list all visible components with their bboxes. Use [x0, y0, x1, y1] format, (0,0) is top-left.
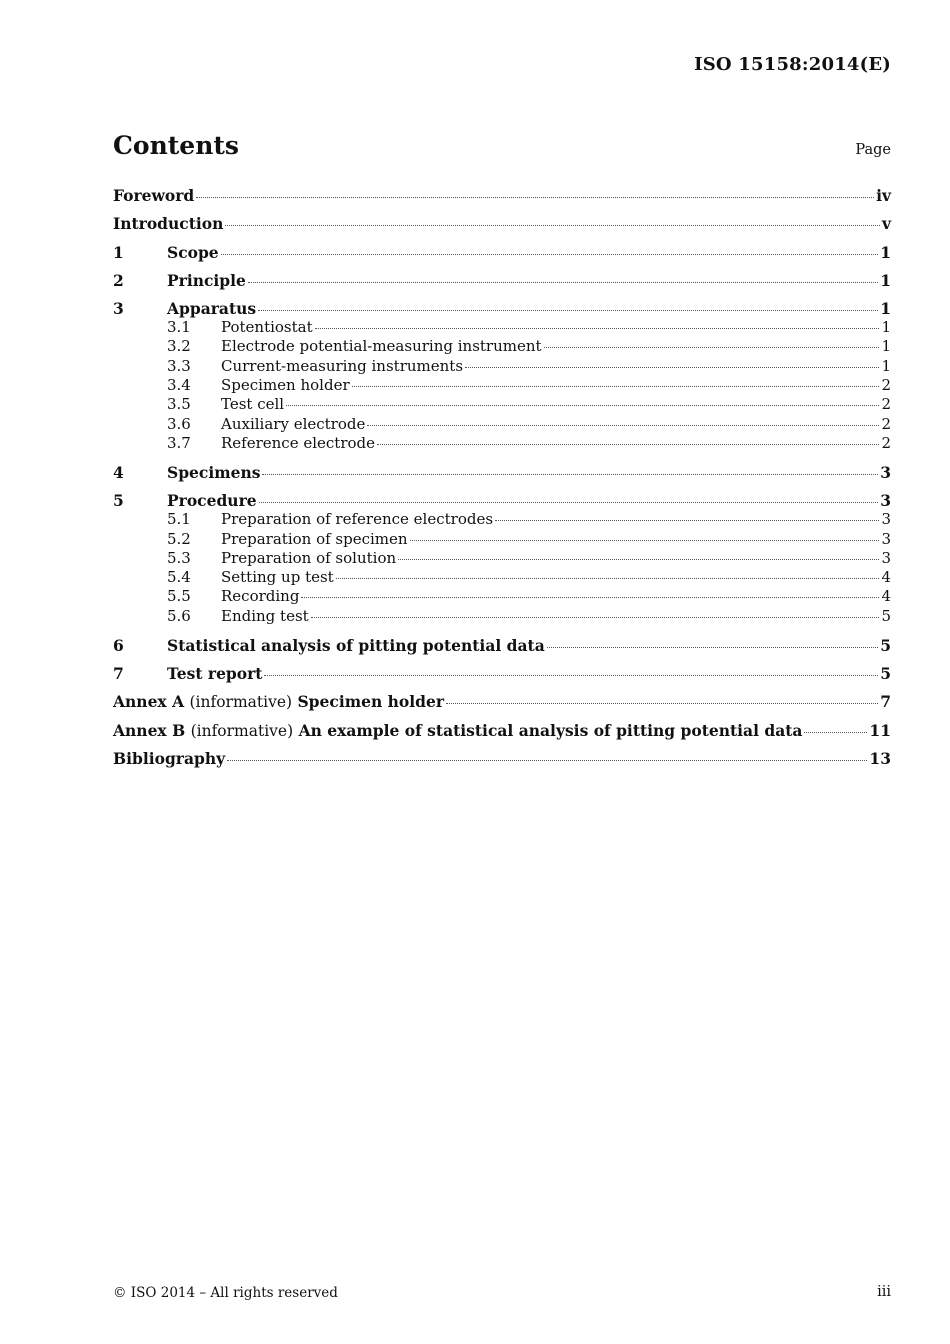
toc-entry-page: 5 [880, 635, 891, 655]
dot-leader [547, 647, 878, 648]
dot-leader [221, 254, 879, 255]
toc-entry-title: Scope [167, 242, 219, 262]
toc-entry-title: Specimen holder [221, 376, 350, 395]
toc-entry-number: 3.4 [167, 376, 191, 395]
toc-entry-page: v [881, 214, 891, 234]
dot-leader [804, 732, 867, 733]
toc-entry-number: 3.1 [167, 318, 191, 337]
toc-entry-page: 1 [880, 242, 891, 262]
toc-entry-number: 5.6 [167, 606, 191, 625]
toc-entry-page: 1 [880, 299, 891, 319]
toc-entry-number: 7 [113, 664, 124, 684]
toc-entry-number: 2 [113, 270, 124, 290]
toc-entry-page: 4 [881, 587, 891, 606]
toc-entry-annex-b[interactable] [113, 720, 891, 748]
toc-entry-title: Preparation of solution [221, 548, 397, 567]
dot-leader [259, 502, 879, 503]
toc-entry-page: 2 [881, 433, 891, 452]
dot-leader [544, 347, 880, 348]
dot-leader [465, 367, 879, 368]
toc-entry-prep-solution[interactable] [113, 549, 891, 568]
toc-entry-number: 5.4 [167, 568, 191, 587]
toc-entry-number: 5.3 [167, 548, 191, 567]
toc-entry-title: Recording [221, 587, 300, 606]
dot-leader [227, 760, 867, 761]
toc-entry-title: Statistical analysis of pitting potential data [167, 635, 545, 655]
toc-entry-page: 3 [880, 462, 891, 482]
toc-entry-title: Preparation of reference electrodes [221, 510, 494, 529]
toc-entry-title: Bibliography [113, 748, 226, 768]
toc-entry-ending-test[interactable] [113, 607, 891, 635]
toc-entry-number: 5.2 [167, 529, 191, 548]
toc-entry-title: Principle [167, 270, 246, 290]
toc-entry-page: 2 [881, 376, 891, 395]
toc-entry-apparatus[interactable] [113, 298, 891, 318]
toc-entry-electrode-potential-instrument[interactable] [113, 337, 891, 356]
footer-page-number: iii [877, 1284, 891, 1300]
toc-entry-setting-up-test[interactable] [113, 568, 891, 587]
annex-note: (informative) [190, 721, 294, 740]
toc-entry-page: 7 [880, 692, 891, 712]
toc-entry-number: 5 [113, 491, 124, 511]
toc-entry-specimens[interactable] [113, 462, 891, 490]
toc-entry-reference-electrode[interactable] [113, 434, 891, 462]
toc-entry-test-report[interactable] [113, 663, 891, 691]
dot-leader [336, 578, 880, 579]
toc-entry-title [113, 720, 802, 742]
dot-leader [286, 405, 879, 406]
dot-leader [352, 386, 880, 387]
toc-entry-page: 1 [880, 270, 891, 290]
toc-entry-recording[interactable] [113, 587, 891, 606]
toc-entry-introduction[interactable] [113, 213, 891, 241]
dot-leader [248, 282, 878, 283]
toc-entry-title: Procedure [167, 491, 257, 511]
dot-leader [262, 474, 878, 475]
annex-title: An example of statistical analysis of pitting potential data [298, 720, 803, 740]
table-of-contents [113, 185, 891, 776]
annex-note: (informative) [189, 693, 293, 712]
toc-entry-page: 3 [881, 529, 891, 548]
toc-entry-title: Current-measuring instruments [221, 356, 464, 375]
toc-entry-principle[interactable] [113, 270, 891, 298]
annex-label: Annex A [113, 692, 185, 712]
toc-entry-page: 2 [881, 395, 891, 414]
toc-entry-page: 2 [881, 414, 891, 433]
annex-title: Specimen holder [297, 692, 444, 712]
toc-entry-annex-a[interactable] [113, 691, 891, 719]
toc-entry-page: 1 [881, 356, 891, 375]
toc-entry-number: 3.2 [167, 337, 191, 356]
toc-entry-title: Test report [167, 664, 263, 684]
page-column-label: Page [855, 142, 891, 158]
toc-entry-page: 5 [881, 606, 891, 625]
toc-entry-potentiostat[interactable] [113, 318, 891, 337]
toc-entry-title: Apparatus [167, 299, 257, 319]
toc-entry-foreword[interactable] [113, 185, 891, 213]
annex-label: Annex B [113, 720, 186, 740]
toc-entry-page: 1 [881, 337, 891, 356]
dot-leader [301, 597, 879, 598]
toc-entry-number: 3.7 [167, 433, 191, 452]
toc-entry-statistical-analysis[interactable] [113, 635, 891, 663]
dot-leader [446, 703, 878, 704]
toc-entry-title: Electrode potential-measuring instrument [221, 337, 542, 356]
toc-entry-number: 5.5 [167, 587, 191, 606]
contents-heading: Contents [113, 131, 240, 160]
toc-entry-number: 1 [113, 242, 124, 262]
toc-entry-title [113, 691, 444, 713]
toc-entry-page: 13 [869, 748, 891, 768]
toc-entry-page: 5 [880, 664, 891, 684]
dot-leader [398, 559, 879, 560]
toc-entry-page: 1 [881, 318, 891, 337]
toc-entry-page: 3 [881, 548, 891, 567]
dot-leader [196, 197, 874, 198]
dot-leader [225, 225, 880, 226]
toc-entry-title: Ending test [221, 606, 309, 625]
dot-leader [410, 540, 880, 541]
dot-leader [311, 617, 880, 618]
toc-entry-number: 3 [113, 299, 124, 319]
toc-entry-specimen-holder[interactable] [113, 376, 891, 395]
toc-entry-title: Test cell [221, 395, 285, 414]
dot-leader [258, 310, 878, 311]
document-id: ISO 15158:2014(E) [694, 54, 891, 75]
dot-leader [377, 444, 879, 445]
toc-entry-title: Reference electrode [221, 433, 376, 452]
toc-entry-title: Foreword [113, 186, 195, 205]
toc-entry-auxiliary-electrode[interactable] [113, 415, 891, 434]
toc-entry-prep-reference-electrodes[interactable] [113, 510, 891, 529]
dot-leader [367, 425, 879, 426]
toc-entry-title: Setting up test [221, 568, 334, 587]
toc-entry-prep-specimen[interactable] [113, 530, 891, 549]
toc-entry-bibliography[interactable] [113, 748, 891, 776]
toc-entry-number: 4 [113, 462, 124, 482]
toc-entry-procedure[interactable] [113, 490, 891, 510]
toc-entry-page: 11 [869, 720, 891, 740]
toc-entry-title: Preparation of specimen [221, 529, 408, 548]
toc-entry-page: 3 [881, 510, 891, 529]
toc-entry-scope[interactable] [113, 242, 891, 270]
toc-entry-title: Introduction [113, 214, 224, 234]
dot-leader [315, 328, 880, 329]
toc-entry-page: 4 [881, 568, 891, 587]
footer-copyright: © ISO 2014 – All rights reserved [113, 1285, 338, 1301]
toc-entry-number: 6 [113, 635, 124, 655]
toc-entry-title: Specimens [167, 462, 261, 482]
toc-entry-number: 5.1 [167, 510, 191, 529]
toc-entry-page: iv [876, 186, 891, 205]
toc-entry-title: Potentiostat [221, 318, 313, 337]
toc-entry-number: 3.3 [167, 356, 191, 375]
dot-leader [495, 520, 879, 521]
toc-entry-page: 3 [880, 491, 891, 511]
toc-entry-number: 3.6 [167, 414, 191, 433]
toc-entry-current-measuring-instruments[interactable] [113, 357, 891, 376]
dot-leader [264, 675, 878, 676]
toc-entry-title: Auxiliary electrode [221, 414, 366, 433]
toc-entry-number: 3.5 [167, 395, 191, 414]
toc-entry-test-cell[interactable] [113, 395, 891, 414]
